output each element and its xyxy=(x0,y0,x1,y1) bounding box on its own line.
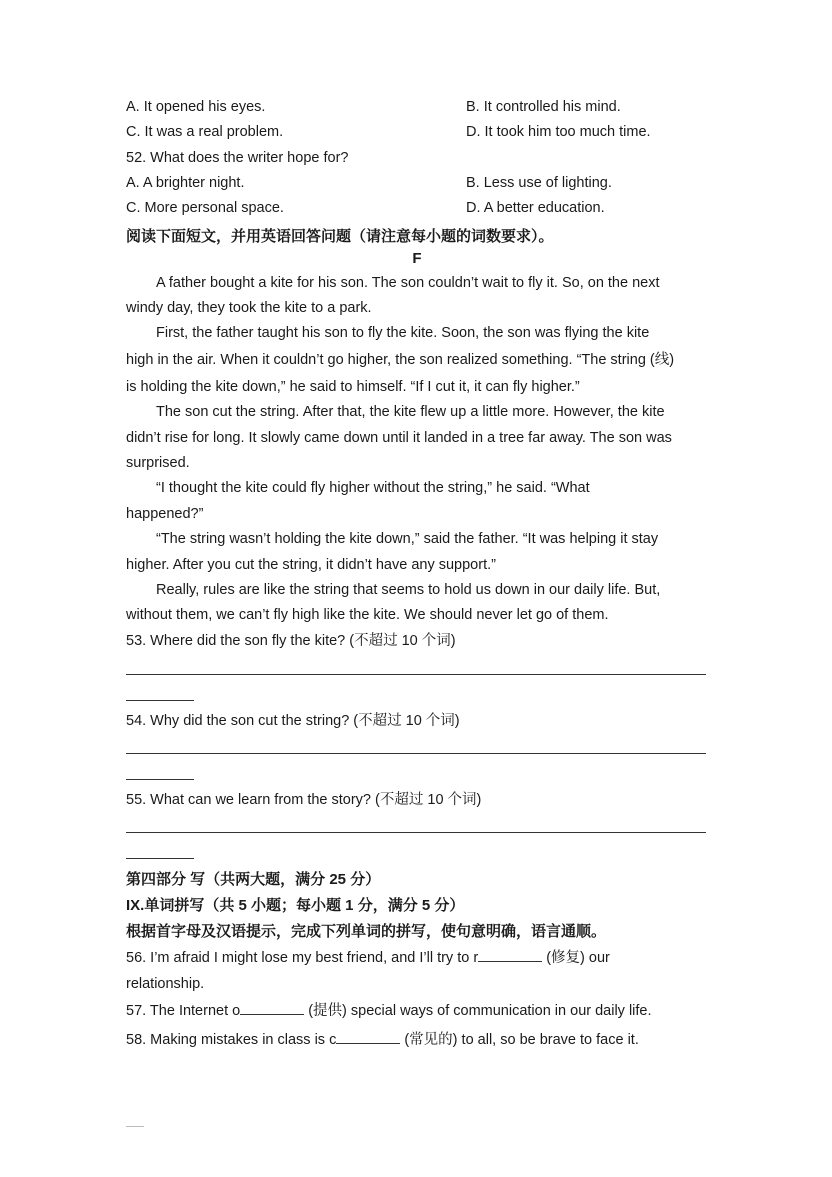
passage-line: “The string wasn’t holding the kite down,” said the father. “It was helping it stay xyxy=(156,531,659,547)
q57-text-after: (提供) special ways of communication in our daily life. xyxy=(304,1003,652,1019)
q51-option-b: B. It controlled his mind. xyxy=(466,99,621,115)
answer-line-54[interactable] xyxy=(126,753,706,754)
q56-text-after: (修复) our xyxy=(542,950,610,966)
passage-line: high in the air. When it couldn’t go higher, the son realized something. “The string (线) xyxy=(126,352,675,368)
q58-text-after: (常见的) to all, so be brave to face it. xyxy=(400,1032,639,1048)
q57-text-before: 57. The Internet o xyxy=(126,1003,241,1019)
passage-line: happened?” xyxy=(126,506,204,522)
passage-line: Really, rules are like the string that seems to hold us down in our daily life. But, xyxy=(156,582,661,598)
q56-blank[interactable] xyxy=(478,947,542,962)
question-53: 53. Where did the son fly the kite? (不超过 10 个词) xyxy=(126,633,456,649)
question-58 xyxy=(126,1029,639,1050)
passage-line: surprised. xyxy=(126,455,190,471)
passage-line: First, the father taught his son to fly the kite. Soon, the son was flying the kite xyxy=(156,325,650,341)
q51-option-c: C. It was a real problem. xyxy=(126,124,284,140)
q58-blank[interactable] xyxy=(336,1029,400,1044)
passage-line: windy day, they took the kite to a park. xyxy=(126,300,372,316)
reading-section-instruction: 阅读下面短文，并用英语回答问题（请注意每小题的词数要求）。 xyxy=(126,228,554,245)
passage-line: higher. After you cut the string, it didn’t have any support.” xyxy=(126,557,496,573)
q56-continuation: relationship. xyxy=(126,976,205,992)
passage-line: “I thought the kite could fly higher without the string,” he said. “What xyxy=(156,480,590,496)
passage-line: without them, we can’t fly high like the kite. We should never let go of them. xyxy=(126,607,609,623)
part4-title: 第四部分 写（共两大题，满分 25 分） xyxy=(126,871,381,888)
q57-blank[interactable] xyxy=(240,1000,304,1015)
part9-title: IX.单词拼写（共 5 小题；每小题 1 分，满分 5 分） xyxy=(126,897,465,914)
q52-option-c: C. More personal space. xyxy=(126,200,284,216)
question-56 xyxy=(126,947,610,968)
question-57 xyxy=(126,1000,652,1021)
passage-letter: F xyxy=(412,250,422,267)
q52-option-d: D. A better education. xyxy=(466,200,605,216)
page-corner-mark xyxy=(126,1126,144,1127)
q56-text-before: 56. I’m afraid I might lose my best friend, and I’ll try to r xyxy=(126,950,479,966)
passage-line: A father bought a kite for his son. The son couldn’t wait to fly it. So, on the next xyxy=(156,275,660,291)
q52-option-b: B. Less use of lighting. xyxy=(466,175,612,191)
q58-text-before: 58. Making mistakes in class is c xyxy=(126,1032,337,1048)
q51-option-a: A. It opened his eyes. xyxy=(126,99,266,115)
answer-line-53[interactable] xyxy=(126,674,706,675)
question-54: 54. Why did the son cut the string? (不超过 10 个词) xyxy=(126,713,460,729)
part9-instruction: 根据首字母及汉语提示，完成下列单词的拼写，使句意明确，语言通顺。 xyxy=(126,923,607,940)
question-55: 55. What can we learn from the story? (不超过 10 个词) xyxy=(126,792,482,808)
answer-line-55-cont[interactable] xyxy=(126,858,194,859)
q52-option-a: A. A brighter night. xyxy=(126,175,245,191)
q52-question: 52. What does the writer hope for? xyxy=(126,150,349,166)
passage-line: didn’t rise for long. It slowly came down until it landed in a tree far away. The son was xyxy=(126,430,672,446)
passage-line: The son cut the string. After that, the kite flew up a little more. However, the kite xyxy=(156,404,665,420)
q51-option-d: D. It took him too much time. xyxy=(466,124,651,140)
answer-line-54-cont[interactable] xyxy=(126,779,194,780)
answer-line-55[interactable] xyxy=(126,832,706,833)
answer-line-53-cont[interactable] xyxy=(126,700,194,701)
passage-line: is holding the kite down,” he said to himself. “If I cut it, it can fly higher.” xyxy=(126,379,580,395)
